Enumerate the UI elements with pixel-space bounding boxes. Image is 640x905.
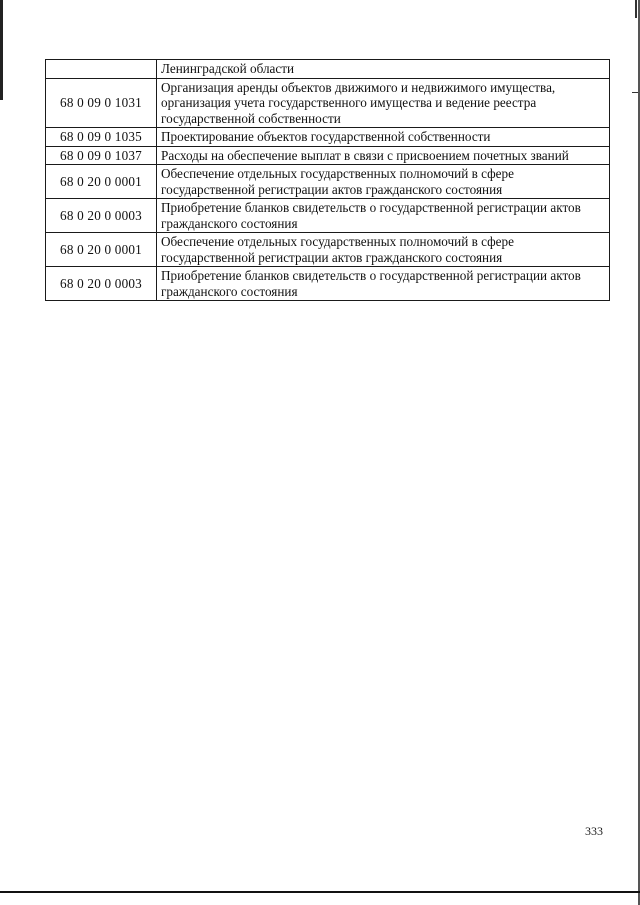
scan-edge-tick xyxy=(635,0,637,18)
table-row xyxy=(46,78,610,128)
description-cell: Ленинградской области xyxy=(157,60,610,79)
code-cell: 68 0 20 0 0003 xyxy=(46,199,157,233)
table-row xyxy=(46,199,610,233)
code-cell xyxy=(46,60,157,79)
description-cell: Приобретение бланков свидетельств о государственной регистрации актов гражданского состояния xyxy=(157,267,610,301)
table-row xyxy=(46,267,610,301)
description-cell: Организация аренды объектов движимого и недвижимого имущества, организация учета государственного имущества и ведение реестра государственной собственности xyxy=(157,78,610,128)
description-cell: Расходы на обеспечение выплат в связи с присвоением почетных званий xyxy=(157,146,610,165)
code-cell: 68 0 09 0 1037 xyxy=(46,146,157,165)
code-cell: 68 0 09 0 1035 xyxy=(46,128,157,147)
scan-edge-bottom xyxy=(0,891,640,893)
table-row xyxy=(46,165,610,199)
scan-edge-mark xyxy=(632,92,638,93)
description-cell: Приобретение бланков свидетельств о государственной регистрации актов гражданского состояния xyxy=(157,199,610,233)
scan-edge-left xyxy=(0,0,3,100)
budget-classification-table xyxy=(45,59,610,301)
table-row xyxy=(46,233,610,267)
description-cell: Проектирование объектов государственной собственности xyxy=(157,128,610,147)
page-number: 333 xyxy=(585,824,603,838)
description-cell: Обеспечение отдельных государственных полномочий в сфере государственной регистрации актов гражданского состояния xyxy=(157,233,610,267)
table-row xyxy=(46,146,610,165)
table-row xyxy=(46,128,610,147)
code-cell: 68 0 09 0 1031 xyxy=(46,78,157,128)
table-row xyxy=(46,60,610,79)
code-cell: 68 0 20 0 0003 xyxy=(46,267,157,301)
code-cell: 68 0 20 0 0001 xyxy=(46,233,157,267)
code-cell: 68 0 20 0 0001 xyxy=(46,165,157,199)
description-cell: Обеспечение отдельных государственных полномочий в сфере государственной регистрации актов гражданского состояния xyxy=(157,165,610,199)
